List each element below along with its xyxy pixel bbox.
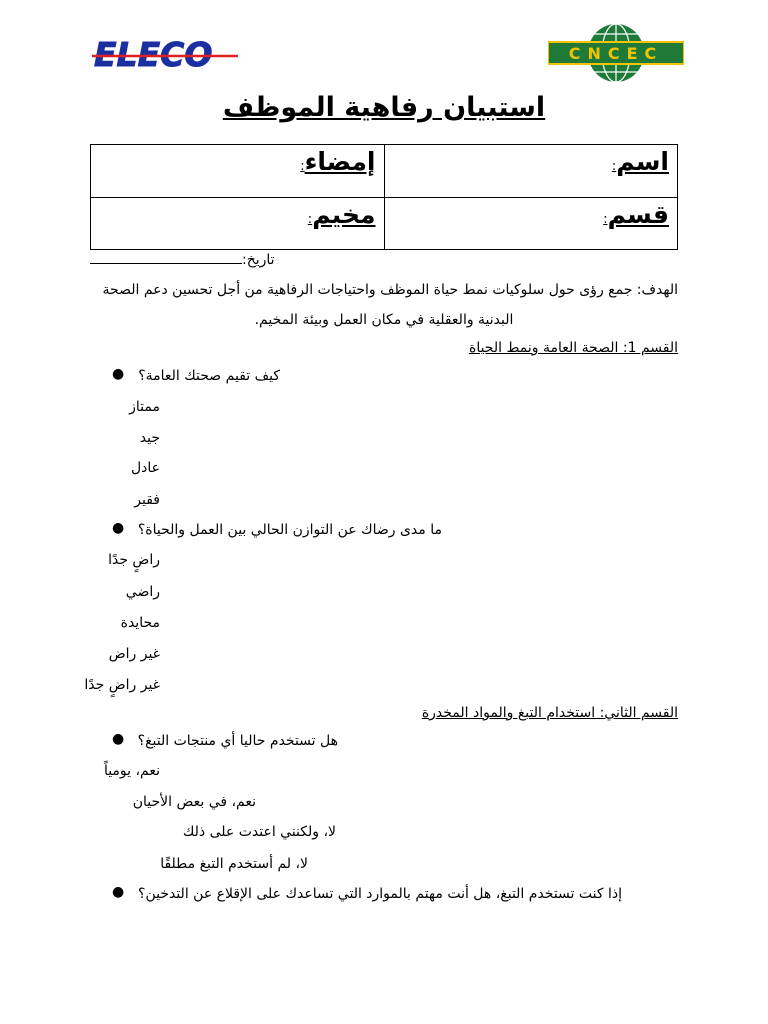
name-label: اسم (616, 147, 669, 176)
camp-colon: : (307, 211, 313, 227)
cncec-logo (548, 22, 684, 84)
option-yes-daily[interactable]: نعم، يومياً (103, 763, 160, 779)
page-title: استبيان رفاهية الموظف (222, 92, 546, 123)
info-table (90, 144, 678, 250)
option-poor[interactable]: فقير (134, 492, 160, 508)
bullet-icon: ● (112, 884, 125, 900)
signature-colon: : (300, 159, 305, 174)
cncec-logo-text: CNCEC (568, 44, 664, 63)
option-very-satisfied[interactable]: راضٍ جدًا (108, 552, 160, 568)
eleco-logo-text: ELECO (94, 36, 213, 72)
signature-label: إمضاء (304, 147, 376, 176)
question-general-health: كيف تقيم صحتك العامة؟ (138, 368, 280, 384)
option-very-dissatisfied[interactable]: غير راضٍ جدًا (84, 677, 160, 693)
option-good[interactable]: جيد (139, 430, 160, 446)
option-yes-sometimes[interactable]: نعم، في بعض الأحيان (132, 794, 256, 810)
question-work-life-balance: ما مدى رضاك عن التوازن الحالي بين العمل والحياة؟ (137, 522, 442, 538)
question-tobacco-use: هل تستخدم حاليا أي منتجات التبغ؟ (137, 733, 338, 749)
department-cell[interactable] (384, 197, 678, 250)
section-2-title: القسم الثاني: استخدام التبغ والمواد المخدرة (421, 705, 678, 721)
goal-line-2: البدنية والعقلية في مكان العمل وبيئة المخيم. (254, 312, 514, 328)
option-excellent[interactable]: ممتاز (129, 399, 160, 415)
department-colon: : (603, 211, 608, 227)
option-satisfied[interactable]: راضي (125, 584, 160, 600)
bullet-icon: ● (112, 731, 125, 747)
option-never-used[interactable]: لا، لم أستخدم التبغ مطلقًا (160, 856, 308, 872)
bullet-icon: ● (112, 520, 125, 536)
name-cell[interactable] (384, 145, 678, 198)
camp-cell[interactable] (91, 197, 385, 250)
camp-label: مخيم (312, 199, 376, 229)
option-neutral[interactable]: محايدة (120, 615, 160, 631)
signature-cell[interactable] (91, 145, 385, 198)
option-fair[interactable]: عادل (130, 460, 160, 476)
option-dissatisfied[interactable]: غير راض (108, 646, 160, 662)
name-colon: : (611, 159, 617, 174)
department-label: قسم (607, 199, 669, 229)
section-1-title: القسم 1: الصحة العامة ونمط الحياة (468, 340, 678, 356)
option-no-used-to[interactable]: لا، ولكنني اعتدت على ذلك (182, 824, 336, 840)
date-line (90, 252, 275, 268)
question-quit-resources: إذا كنت تستخدم التبغ، هل أنت مهتم بالموارد التي تساعدك على الإقلاع عن التدخين؟ (138, 886, 622, 902)
goal-line-1: الهدف: جمع رؤى حول سلوكيات نمط حياة الموظف واحتياجات الرفاهية من أجل تحسين دعم الصحة (102, 282, 678, 298)
date-label: تاريخ: (242, 252, 275, 268)
date-field[interactable] (90, 252, 242, 264)
bullet-icon: ● (112, 366, 125, 382)
eleco-logo (88, 36, 244, 72)
